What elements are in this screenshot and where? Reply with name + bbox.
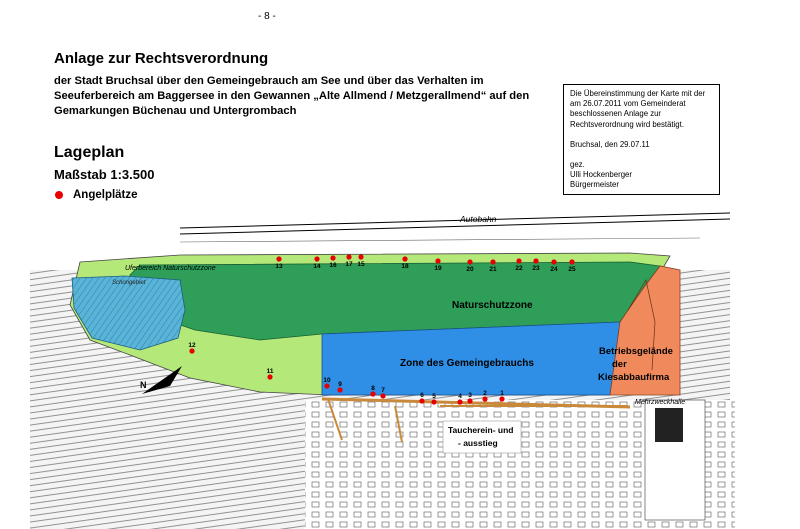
bottom-spot-label: 3 xyxy=(468,392,472,399)
nature-zone-label: Naturschutzzone xyxy=(452,300,533,311)
bottom-spot-marker xyxy=(457,399,462,404)
confirmation-text: Die Übereinstimmung der Karte mit der am 26.07.2011 vom Gemeinderat beschlossenen Anlage zur Rechtsverordnung wird bestätigt. xyxy=(570,89,706,129)
bottom-spot-label: 2 xyxy=(483,390,487,397)
top-spot-label: 17 xyxy=(345,261,353,268)
confirmation-box xyxy=(563,84,720,195)
confirmation-place-date: Bruchsal, den 29.07.11 xyxy=(570,139,650,149)
top-spot-label: 13 xyxy=(275,263,283,270)
top-spot-marker xyxy=(551,259,556,264)
autobahn-label: Autobahn xyxy=(460,214,497,224)
bottom-spot-label: 1 xyxy=(500,390,504,397)
autobahn-edge xyxy=(180,213,730,228)
document-subtitle: der Stadt Bruchsal über den Gemeingebrauch am See und über das Verhalten im Seeuferbereich am Baggersee in den Gewannen „Alte Allmend / Metzgerallmend“ auf den Gemarkungen Büchenau und Untergrombach xyxy=(54,75,530,117)
bottom-spot-marker xyxy=(499,396,504,401)
bottom-spot-marker xyxy=(324,383,329,388)
top-spot-marker xyxy=(467,259,472,264)
left-spot-marker xyxy=(189,348,194,353)
bottom-spot-marker xyxy=(370,391,375,396)
shore-zone-label: Uferbereich Naturschutzzone xyxy=(125,265,216,272)
public-zone-label: Zone des Gemeingebrauchs xyxy=(400,358,534,369)
top-spot-label: 15 xyxy=(357,261,365,268)
north-label: N xyxy=(140,380,147,390)
top-spot-label: 14 xyxy=(313,263,321,270)
scale-label: Maßstab 1:3.500 xyxy=(54,167,155,182)
bottom-spot-marker xyxy=(380,393,385,398)
company-zone-label: Kiesabbaufirma xyxy=(598,372,670,383)
top-spot-label: 16 xyxy=(329,262,337,269)
document-title: Anlage zur Rechtsverordnung xyxy=(54,50,269,67)
legend-label: Angelplätze xyxy=(73,189,138,201)
top-spot-label: 22 xyxy=(515,265,523,272)
hall-building xyxy=(655,408,683,442)
top-spot-marker xyxy=(435,258,440,263)
legend xyxy=(54,189,138,201)
bottom-spot-marker xyxy=(419,398,424,403)
page-number: - 8 - xyxy=(258,11,276,22)
bottom-spot-marker xyxy=(482,396,487,401)
top-spot-marker xyxy=(314,256,319,261)
bottom-spot-label: 8 xyxy=(371,385,375,392)
top-spot-marker xyxy=(402,256,407,261)
bottom-spot-marker xyxy=(467,398,472,403)
top-spot-marker xyxy=(569,259,574,264)
top-spot-label: 25 xyxy=(568,266,576,273)
bottom-spot-label: 4 xyxy=(458,393,462,400)
confirmation-name: Ulli Hockenberger xyxy=(570,170,632,180)
top-spot-label: 19 xyxy=(434,265,442,272)
left-spot-label: 11 xyxy=(266,368,274,375)
left-spot-marker xyxy=(267,374,272,379)
entry-label: - ausstieg xyxy=(458,438,498,448)
site-map xyxy=(30,210,800,529)
left-spot-label: 12 xyxy=(188,342,196,349)
confirmation-role: Bürgermeister xyxy=(570,180,619,190)
confirmation-signed: gez. xyxy=(570,160,585,170)
plan-title: Lageplan xyxy=(54,144,125,161)
bottom-spot-label: 5 xyxy=(432,393,436,400)
bottom-spot-label: 7 xyxy=(381,387,385,394)
bottom-spot-marker xyxy=(337,387,342,392)
bottom-spot-label: 10 xyxy=(323,377,331,384)
top-spot-marker xyxy=(346,254,351,259)
top-spot-label: 18 xyxy=(401,263,409,270)
top-spot-marker xyxy=(516,258,521,263)
top-spot-marker xyxy=(330,255,335,260)
top-spot-label: 23 xyxy=(532,265,540,272)
top-spot-marker xyxy=(533,258,538,263)
top-spot-label: 20 xyxy=(466,266,474,273)
field-line xyxy=(180,238,700,242)
top-spot-label: 24 xyxy=(550,266,558,273)
top-spot-label: 21 xyxy=(489,266,497,273)
company-zone-label: der xyxy=(612,359,627,370)
autobahn-edge xyxy=(180,219,730,234)
top-spot-marker xyxy=(490,259,495,264)
pond-label: Schongebiet xyxy=(112,280,146,286)
entry-label: Taucherein- und xyxy=(448,425,514,435)
bottom-spot-label: 9 xyxy=(338,381,342,388)
bottom-spot-marker xyxy=(431,399,436,404)
company-zone-label: Betriebsgelände xyxy=(599,346,673,357)
bottom-spot-label: 6 xyxy=(420,392,424,399)
street-label: Mehrzweckhalle xyxy=(635,399,686,406)
top-spot-marker xyxy=(358,254,363,259)
legend-marker-icon xyxy=(55,191,63,199)
top-spot-marker xyxy=(276,256,281,261)
